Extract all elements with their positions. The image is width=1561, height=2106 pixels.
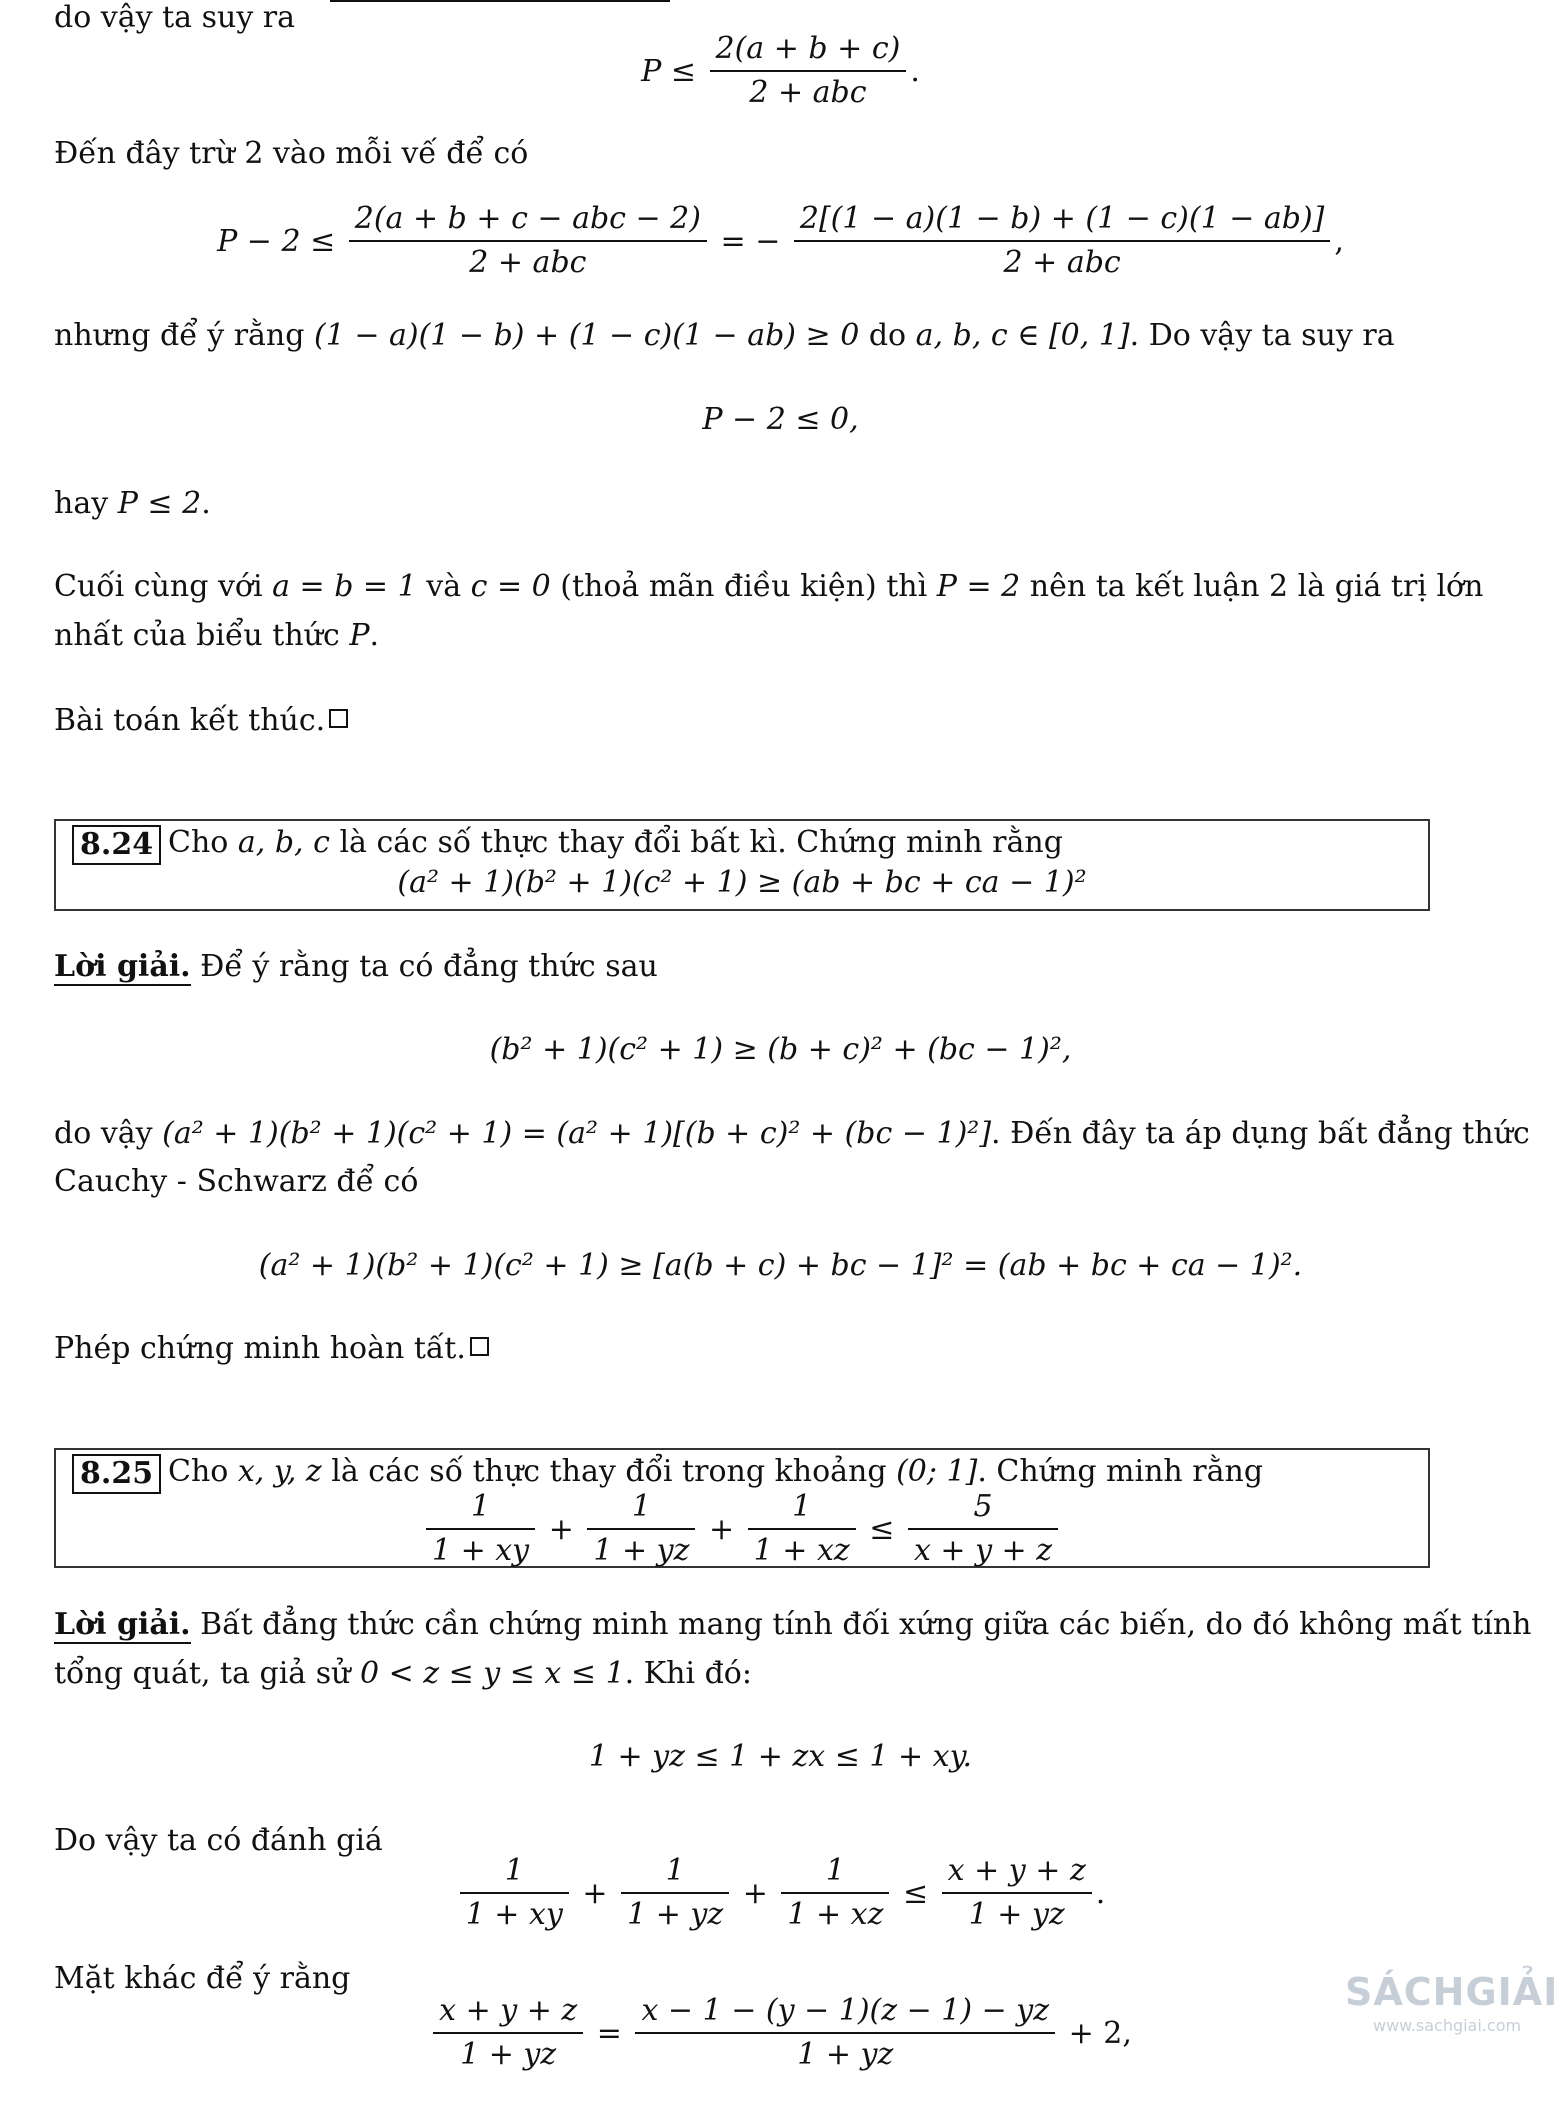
paragraph-final: Cuối cùng với a = b = 1 và c = 0 (thoả mãn điều kiện) thì P = 2 nên ta kết luận 2 là giá trị lớn	[54, 569, 1484, 604]
equation-ordering: 1 + yz ≤ 1 + zx ≤ 1 + xy.	[588, 1739, 973, 1774]
paragraph-end-2: Phép chứng minh hoàn tất.	[54, 1325, 1434, 1373]
fraction: $\frac{x + y + z}{1 + yz}$	[942, 1850, 1092, 1936]
paragraph-hay: hay P ≤ 2.	[54, 486, 211, 521]
fraction: $\frac{1}{1 + xz}$	[781, 1850, 889, 1936]
equation-p-bound: P ≤ $\frac{2(a + b + c)}{\text{2 + abc}}$ .	[0, 28, 1561, 114]
fraction: $\frac{1}{1 + xz}$	[748, 1486, 856, 1572]
fraction: $\frac{x + y + z}{1 + yz}$	[433, 1990, 583, 2076]
paragraph-other: Mặt khác để ý rằng	[54, 1961, 351, 1996]
fraction: $\frac{x - 1 - (y - 1)(z - 1) - yz}{1 + yz}$	[635, 1990, 1055, 2076]
problem-number: 8.24	[72, 825, 161, 865]
equation-p-minus-2: P − 2 ≤ $\frac{\text{2(a + b + c − abc − 2)}}{\text{2 + abc}}$ = − $\frac{2[(1 - a)(1 - b) + (1 - c)(1 - ab)]}{\text{2 + abc}}$ ,	[0, 198, 1561, 284]
fraction: $\frac{1}{1 + yz}$	[621, 1850, 729, 1936]
solution-8-24-line2: Cauchy - Schwarz để có	[54, 1164, 419, 1199]
paragraph-end-1: Bài toán kết thúc.	[54, 697, 1434, 745]
problem-number: 8.25	[72, 1454, 161, 1494]
fraction: $\frac{2(a + b + c)}{\text{2 + abc}}$	[710, 28, 907, 114]
paragraph-estimate: Do vậy ta có đánh giá	[54, 1823, 383, 1858]
solution-label: Lời giải.	[54, 1607, 191, 1642]
solution-8-25-line2: tổng quát, ta giả sử 0 < z ≤ y ≤ x ≤ 1. Khi đó:	[54, 1656, 752, 1691]
fraction: $\frac{5}{x + y + z}$	[908, 1486, 1058, 1572]
solution-8-24-intro: Lời giải. Để ý rằng ta có đẳng thức sau	[54, 949, 658, 984]
solution-8-24-line1: do vậy (a² + 1)(b² + 1)(c² + 1) = (a² + 1)[(b + c)² + (bc − 1)²]. Đến đây ta áp dụng bất đẳng thức	[54, 1116, 1530, 1151]
qed-icon	[329, 709, 348, 728]
fraction: $\frac{1}{1 + xy}$	[426, 1486, 535, 1572]
equation-estimate: $\frac{1}{1 + xy}$ + $\frac{1}{1 + yz}$ + $\frac{1}{1 + xz}$ ≤ $\frac{x + y + z}{1 + yz}$ .	[0, 1850, 1561, 1936]
paragraph-intro: do vậy ta suy ra	[54, 0, 296, 35]
equation-rewrite: $\frac{x + y + z}{1 + yz}$ = $\frac{x - 1 - (y - 1)(z - 1) - yz}{1 + yz}$ + 2,	[0, 1990, 1561, 2076]
paragraph-notice: nhưng để ý rằng (1 − a)(1 − b) + (1 − c)(1 − ab) ≥ 0 do a, b, c ∈ [0, 1]. Do vậy ta suy ra	[54, 318, 1395, 353]
paragraph-subtract: Đến đây trừ 2 vào mỗi vế để có	[54, 136, 529, 171]
equation-identity: (b² + 1)(c² + 1) ≥ (b + c)² + (bc − 1)²,	[489, 1032, 1072, 1067]
problem-statement: Cho x, y, z là các số thực thay đổi trong khoảng (0; 1]. Chứng minh rằng	[168, 1454, 1264, 1489]
fraction: $\frac{1}{1 + yz}$	[587, 1486, 695, 1572]
paragraph-final-line2: nhất của biểu thức P.	[54, 618, 380, 653]
fraction: $\frac{2[(1 - a)(1 - b) + (1 - c)(1 - ab)]}{\text{2 + abc}}$	[794, 198, 1331, 284]
fraction: $\frac{1}{1 + xy}$	[460, 1850, 569, 1936]
watermark-logo: SÁCHGIẢI www.sachgiai.com	[1345, 1970, 1559, 2035]
equation-p-le-0: P − 2 ≤ 0,	[702, 402, 859, 437]
fraction: $\frac{\text{2(a + b + c − abc − 2)}}{\text{2 + abc}}$	[349, 198, 707, 284]
problem-statement: Cho a, b, c là các số thực thay đổi bất kì. Chứng minh rằng	[168, 825, 1063, 860]
problem-box-8-25	[54, 1448, 1430, 1568]
problem-inequality: (a² + 1)(b² + 1)(c² + 1) ≥ (ab + bc + ca − 1)²	[397, 865, 1087, 900]
solution-label: Lời giải.	[54, 949, 191, 984]
problem-box-8-24	[54, 819, 1430, 911]
qed-icon	[470, 1337, 489, 1356]
equation-cauchy-schwarz: (a² + 1)(b² + 1)(c² + 1) ≥ [a(b + c) + bc − 1]² = (ab + bc + ca − 1)².	[258, 1248, 1303, 1283]
solution-8-25-line1: Lời giải. Bất đẳng thức cần chứng minh mang tính đối xứng giữa các biến, do đó không mất tính	[54, 1607, 1532, 1642]
problem-inequality: $\frac{1}{1 + xy}$ + $\frac{1}{1 + yz}$ + $\frac{1}{1 + xz}$ ≤ $\frac{5}{x + y + z}$	[56, 1486, 1428, 1572]
